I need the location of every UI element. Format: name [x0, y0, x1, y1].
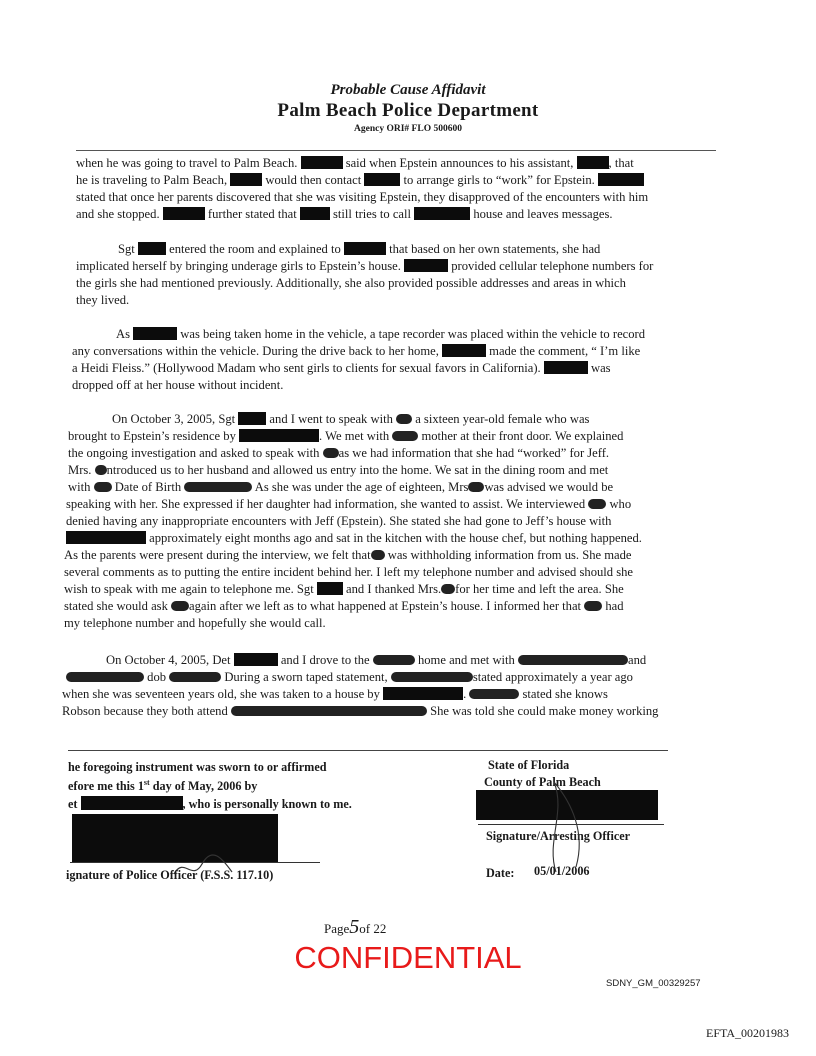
signature-section-rule — [68, 750, 668, 751]
redaction-box — [364, 173, 400, 186]
text-line: implicated herself by bringing underage girls to Epstein’s house. provided cellular telephone numbers for — [76, 259, 654, 273]
redaction-box — [300, 207, 330, 220]
redaction-box — [383, 687, 463, 700]
sworn-line-1: he foregoing instrument was sworn to or affirmed — [68, 760, 327, 774]
redaction-box — [81, 796, 183, 810]
text-line: and she stopped. further stated that still tries to call house and leaves messages. — [76, 207, 613, 221]
redaction-blob — [66, 672, 144, 682]
department-name: Palm Beach Police Department — [277, 100, 539, 121]
redaction-box — [138, 242, 166, 255]
text-line: Sgt entered the room and explained to that based on her own statements, she had — [118, 242, 601, 256]
date-value: 05/01/2006 — [534, 864, 590, 878]
header-rule — [76, 150, 716, 151]
text-line: speaking with her. She expressed if her daughter had information, she wanted to assist. We interviewed who — [66, 497, 632, 511]
text-line: when he was going to travel to Palm Beach. said when Epstein announces to his assistant, , that — [76, 156, 634, 170]
redaction-box — [234, 653, 278, 666]
redaction-blob — [588, 499, 606, 509]
bates-number: SDNY_GM_00329257 — [606, 978, 701, 989]
redaction-blob — [169, 672, 221, 682]
text-line: As was being taken home in the vehicle, a tape recorder was placed within the vehicle to record — [116, 327, 646, 341]
text-line: a Heidi Fleiss.” (Hollywood Madam who sent girls to clients for sexual favors in California). was — [72, 361, 611, 375]
redaction-blob — [584, 601, 602, 611]
sworn-line-2: efore me this 1st day of May, 2006 by — [68, 778, 258, 794]
redaction-blob — [518, 655, 628, 665]
state-label: State of Florida — [488, 758, 570, 772]
text-line: As the parents were present during the interview, we felt that was withholding information from us. She made — [64, 548, 632, 562]
text-line: my telephone number and hopefully she would call. — [64, 616, 326, 630]
arresting-signature-label: Signature/Arresting Officer — [486, 829, 631, 843]
redaction-box — [301, 156, 343, 169]
redaction-blob — [371, 550, 385, 560]
redaction-box — [133, 327, 177, 340]
redaction-blob — [95, 465, 107, 475]
redaction-blob — [468, 482, 484, 492]
redaction-box — [442, 344, 486, 357]
text-line: with Date of Birth As she was under the age of eighteen, Mrs was advised we would be — [68, 480, 614, 494]
redaction-blob — [391, 672, 473, 682]
text-line: brought to Epstein’s residence by . We met with mother at their front door. We explained — [68, 429, 624, 443]
redaction-blob — [396, 414, 412, 424]
text-line: On October 4, 2005, Det and I drove to the home and met with and — [106, 653, 647, 667]
redaction-blob — [469, 689, 519, 699]
redaction-blob — [184, 482, 252, 492]
text-line: several comments as to putting the entire incident behind her. I left my telephone number and advised should she — [64, 565, 634, 579]
redaction-box — [230, 173, 262, 186]
sworn-line-3: et , who is personally known to me. — [68, 797, 352, 811]
text-line: they lived. — [76, 293, 130, 307]
redaction-box — [238, 412, 266, 425]
redaction-blob — [231, 706, 427, 716]
text-line: dropped off at her house without incident. — [72, 378, 284, 392]
text-line: Mrs. ntroduced us to her husband and allowed us entry into the home. We sat in the dining room and met — [68, 463, 609, 477]
text-line: Robson because they both attend She was told she could make money working — [62, 704, 659, 718]
police-signature-label: ignature of Police Officer (F.S.S. 117.10) — [66, 868, 274, 882]
confidential-stamp: CONFIDENTIAL — [294, 940, 522, 975]
text-line: dob During a sworn taped statement, stated approximately a year ago — [66, 669, 633, 686]
redaction-box — [598, 173, 644, 186]
redaction-box — [544, 361, 588, 374]
text-line: the ongoing investigation and asked to speak with as we had information that she had “worked” for Jeff. — [68, 446, 610, 460]
redaction-box — [404, 259, 448, 272]
redaction-blob — [94, 482, 112, 492]
text-line: stated she would ask again after we left as to what happened at Epstein’s house. I informed her that had — [64, 599, 624, 613]
text-line: approximately eight months ago and sat in the kitchen with the house chef, but nothing happened. — [66, 530, 642, 547]
text-line: stated that once her parents discovered that she was visiting Epstein, they disapproved of the encounters with him — [76, 190, 649, 204]
redaction-blob — [392, 431, 418, 441]
text-line: the girls she had mentioned previously. Additionally, she also provided possible addresses and areas in which — [76, 276, 626, 290]
redaction-blob — [441, 584, 455, 594]
redaction-box — [577, 156, 609, 169]
redaction-box — [317, 582, 343, 595]
efta-number: EFTA_00201983 — [706, 1026, 790, 1040]
redaction-blob — [171, 601, 189, 611]
text-line: On October 3, 2005, Sgt and I went to speak with a sixteen year-old female who was — [112, 412, 590, 426]
redaction-box — [163, 207, 205, 220]
text-line: denied having any inappropriate encounters with Jeff (Epstein). She stated she had gone to Jeff’s house with — [66, 514, 612, 528]
redaction-blob — [323, 448, 339, 458]
text-line: he is traveling to Palm Beach, would then contact to arrange girls to “work” for Epstein. — [76, 172, 644, 189]
date-label: Date: — [486, 866, 515, 880]
agency-ori: Agency ORI# FLO 500600 — [354, 124, 462, 134]
page-number: Page5of 22 — [324, 916, 387, 938]
county-label: County of Palm Beach — [484, 775, 601, 789]
redaction-box — [239, 429, 319, 442]
text-line: wish to speak with me again to telephone me. Sgt and I thanked Mrs. for her time and left the area. She — [64, 582, 624, 596]
redaction-box — [66, 531, 146, 544]
document-type-title: Probable Cause Affidavit — [330, 82, 486, 98]
redaction-blob — [373, 655, 415, 665]
text-line: when she was seventeen years old, she was taken to a house by . stated she knows — [62, 687, 608, 701]
text-line: any conversations within the vehicle. During the drive back to her home, made the comment, “ I’m like — [72, 344, 641, 358]
redaction-box — [344, 242, 386, 255]
redaction-box — [414, 207, 470, 220]
